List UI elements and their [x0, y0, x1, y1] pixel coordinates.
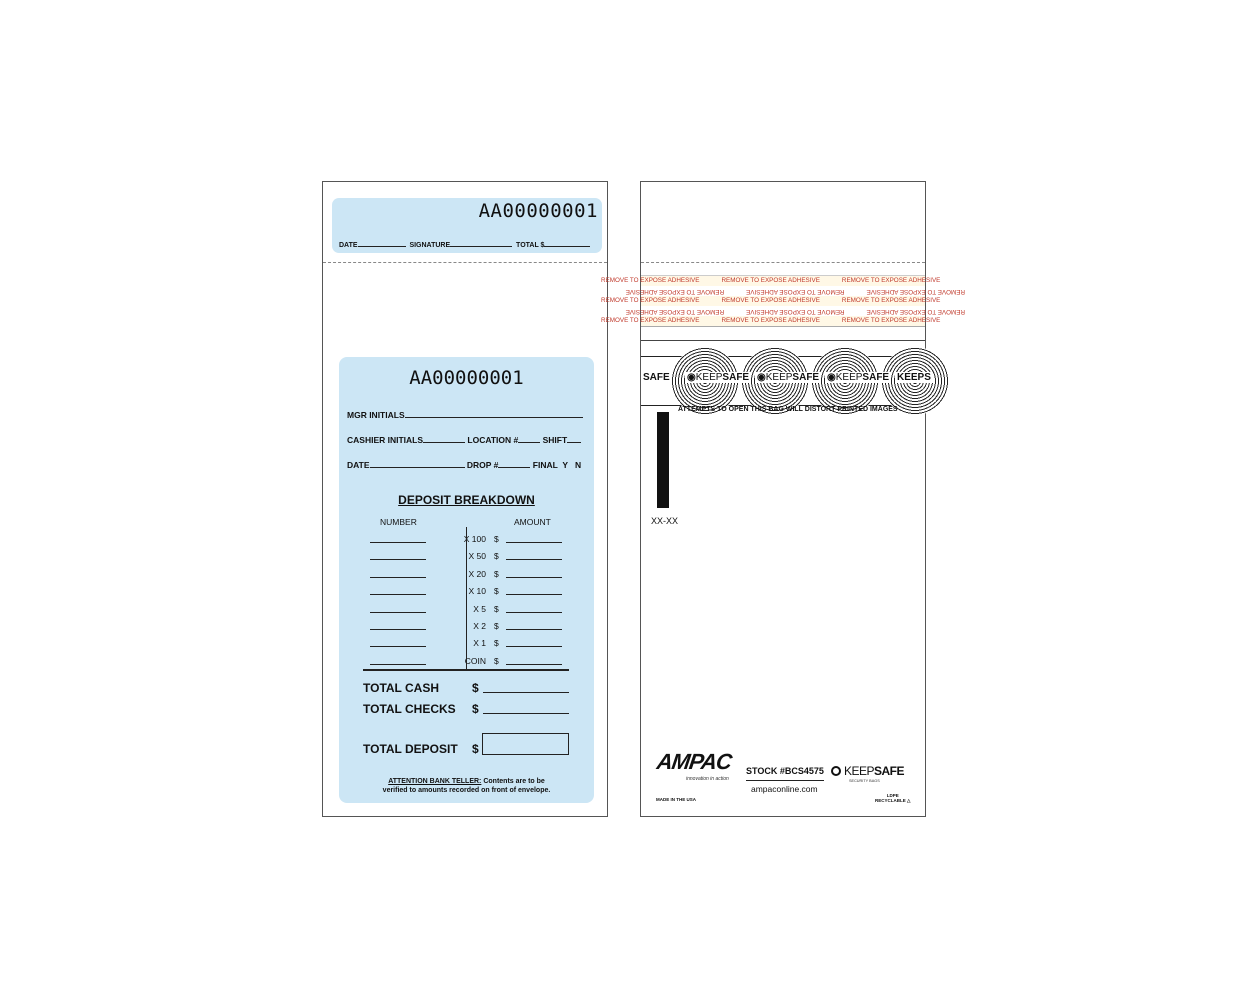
date-row — [347, 460, 581, 470]
bag-front — [322, 181, 608, 817]
amount-dollar: $ — [494, 534, 499, 544]
attention-note — [339, 777, 594, 795]
security-brand-suffix: SAFE — [862, 372, 890, 383]
attention-text-1: Contents are to be — [483, 778, 545, 785]
stub-signature-label: SIGNATURE — [409, 242, 451, 249]
number-line[interactable] — [370, 542, 426, 543]
denomination-label: X 10 — [468, 586, 486, 597]
adhesive-text: REMOVE TO EXPOSE ADHESIVE — [746, 308, 845, 315]
adhesive-text-line — [601, 276, 941, 286]
number-line[interactable] — [370, 664, 426, 665]
security-brand-suffix: SAFE — [722, 372, 750, 383]
final-label: FINAL — [532, 460, 558, 470]
amount-dollar: $ — [494, 586, 499, 597]
denomination-label: COIN — [464, 655, 486, 666]
stub-date-line[interactable] — [358, 240, 406, 247]
amount-line[interactable] — [506, 646, 562, 647]
location-line[interactable] — [518, 436, 540, 443]
total-checks-row — [363, 702, 479, 716]
tape-edge-line — [641, 340, 925, 341]
drop-label: DROP # — [466, 460, 499, 470]
adhesive-text: REMOVE TO EXPOSE ADHESIVE — [746, 288, 845, 295]
stub-total-label: TOTAL $ — [516, 242, 545, 249]
keepsafe-logo — [831, 764, 904, 778]
mgr-initials-label: MGR INITIALS — [347, 410, 405, 420]
ampac-tagline: innovation in action — [686, 776, 729, 782]
shift-label: SHIFT — [542, 435, 568, 445]
adhesive-text: REMOVE TO EXPOSE ADHESIVE — [721, 277, 820, 284]
attention-heading: ATTENTION BANK TELLER: — [388, 778, 482, 785]
total-deposit-label: TOTAL DEPOSIT — [363, 742, 458, 756]
security-band — [641, 356, 931, 406]
cashier-initials-line[interactable] — [423, 436, 465, 443]
final-no[interactable]: N — [575, 460, 582, 470]
adhesive-text: REMOVE TO EXPOSE ADHESIVE — [625, 288, 725, 295]
amount-line[interactable] — [506, 559, 562, 560]
security-brand-label: ◉KEEPSAFE — [757, 372, 820, 383]
adhesive-text: REMOVE TO EXPOSE ADHESIVE — [841, 297, 941, 304]
stock-number: STOCK #BCS4575 — [746, 766, 824, 776]
drop-line[interactable] — [498, 461, 530, 468]
amount-line[interactable] — [506, 577, 562, 578]
amount-dollar: $ — [494, 638, 499, 649]
number-column-header: NUMBER — [380, 517, 417, 527]
total-checks-line[interactable] — [483, 713, 569, 714]
bag-back — [601, 181, 965, 817]
recycle-line-2: RECYCLABLE — [875, 798, 906, 803]
deposit-breakdown-title: DEPOSIT BREAKDOWN — [398, 493, 535, 507]
total-deposit-box[interactable] — [482, 733, 569, 755]
amount-line[interactable] — [506, 594, 562, 595]
amount-dollar: $ — [494, 551, 499, 562]
ampac-logo: AMPAC — [655, 749, 733, 774]
adhesive-text: REMOVE TO EXPOSE ADHESIVE — [721, 297, 820, 304]
amount-line[interactable] — [506, 664, 562, 665]
table-divider-horizontal — [363, 669, 569, 671]
total-cash-line[interactable] — [483, 692, 569, 693]
adhesive-text: REMOVE TO EXPOSE ADHESIVE — [841, 317, 941, 324]
denomination-row — [370, 534, 570, 551]
shift-line[interactable] — [567, 436, 581, 443]
panel-serial-number: AA00000001 — [409, 367, 524, 389]
amount-dollar: $ — [494, 655, 499, 666]
total-checks-label: TOTAL CHECKS — [363, 702, 456, 716]
adhesive-text-line — [601, 316, 941, 326]
stub-fields — [339, 240, 590, 249]
cashier-row — [347, 435, 581, 445]
adhesive-text: REMOVE TO EXPOSE ADHESIVE — [601, 317, 700, 324]
number-line[interactable] — [370, 629, 426, 630]
stub-date-label: DATE — [339, 242, 358, 249]
total-deposit-dollar: $ — [472, 742, 479, 756]
denomination-label: X 2 — [473, 620, 486, 631]
tamper-warning: ATTEMPTS TO OPEN THIS BAG WILL DISTORT PRINTED IMAGES — [678, 406, 898, 413]
denomination-row — [370, 621, 570, 638]
denomination-table — [370, 534, 570, 673]
number-line[interactable] — [370, 559, 426, 560]
number-line[interactable] — [370, 612, 426, 613]
adhesive-text: REMOVE TO EXPOSE ADHESIVE — [721, 317, 820, 324]
number-line[interactable] — [370, 646, 426, 647]
keepsafe-lock-icon — [831, 766, 841, 776]
denomination-row — [370, 551, 570, 568]
keepsafe-suffix: SAFE — [874, 764, 905, 778]
amount-line[interactable] — [506, 542, 562, 543]
recycle-mark — [875, 793, 911, 803]
amount-column-header: AMOUNT — [514, 517, 551, 527]
code-label: XX-XX — [651, 516, 679, 526]
recycle-triangle-icon: △ — [907, 798, 911, 803]
adhesive-text: REMOVE TO EXPOSE ADHESIVE — [601, 277, 700, 284]
made-in-label: MADE IN THE USA — [656, 797, 697, 802]
keepsafe-prefix: KEEP — [844, 764, 875, 778]
denomination-row — [370, 604, 570, 621]
security-brand-suffix: SAFE — [792, 372, 820, 383]
mgr-initials-row — [347, 410, 583, 420]
adhesive-text-line — [625, 286, 965, 296]
adhesive-text: REMOVE TO EXPOSE ADHESIVE — [841, 277, 941, 284]
amount-line[interactable] — [506, 612, 562, 613]
amount-dollar: $ — [494, 620, 499, 631]
stub-signature-line[interactable] — [450, 240, 512, 247]
total-deposit-row — [363, 742, 479, 756]
receipt-stub — [332, 198, 602, 253]
adhesive-text-line — [601, 296, 941, 306]
adhesive-text: REMOVE TO EXPOSE ADHESIVE — [601, 297, 700, 304]
adhesive-release-strip[interactable] — [601, 275, 965, 327]
denomination-row — [370, 586, 570, 603]
denomination-label: X 5 — [473, 603, 486, 614]
amount-dollar: $ — [494, 603, 499, 614]
perforation-line — [323, 262, 607, 263]
denomination-label: X 50 — [468, 551, 486, 562]
total-cash-label: TOTAL CASH — [363, 681, 440, 695]
stub-total-line[interactable] — [544, 240, 590, 247]
mgr-initials-line[interactable] — [405, 411, 583, 418]
security-brand-prefix: KEEP — [765, 372, 793, 383]
stub-serial-number: AA00000001 — [478, 200, 598, 222]
total-cash-dollar: $ — [472, 681, 479, 695]
recycle-line-1: LDPE — [886, 793, 899, 798]
security-brand-prefix: KEEP — [835, 372, 863, 383]
adhesive-text: REMOVE TO EXPOSE ADHESIVE — [866, 308, 965, 315]
amount-dollar: $ — [494, 568, 499, 579]
number-line[interactable] — [370, 577, 426, 578]
cashier-initials-label: CASHIER INITIALS — [347, 435, 424, 445]
number-line[interactable] — [370, 594, 426, 595]
stock-underline — [746, 780, 824, 781]
denomination-label: X 20 — [468, 568, 486, 579]
denomination-row — [370, 569, 570, 586]
security-brand-label: ◉KEEPSAFE — [687, 372, 750, 383]
table-divider-vertical — [466, 527, 467, 669]
date-label: DATE — [347, 460, 370, 470]
amount-line[interactable] — [506, 629, 562, 630]
back-perforation-line — [641, 262, 925, 263]
adhesive-text: REMOVE TO EXPOSE ADHESIVE — [625, 308, 725, 315]
total-cash-row — [363, 681, 479, 695]
security-edge-right: KEEPS — [897, 372, 931, 383]
barcode-bar — [657, 412, 669, 508]
keepsafe-subtitle: SECURITY BAGS — [849, 779, 880, 783]
deposit-panel — [339, 357, 594, 803]
date-line[interactable] — [370, 461, 465, 468]
security-brand-label: ◉KEEPSAFE — [827, 372, 890, 383]
denomination-label: X 1 — [473, 638, 486, 649]
location-label: LOCATION # — [467, 435, 519, 445]
denomination-row — [370, 638, 570, 655]
website-url: ampaconline.com — [751, 784, 818, 794]
security-brand-prefix: KEEP — [695, 372, 723, 383]
attention-text-2: verified to amounts recorded on front of envelope. — [382, 787, 551, 794]
adhesive-text: REMOVE TO EXPOSE ADHESIVE — [866, 288, 965, 295]
security-edge-left: SAFE — [643, 372, 670, 383]
final-yes[interactable]: Y — [562, 460, 568, 470]
total-checks-dollar: $ — [472, 702, 479, 716]
denomination-label: X 100 — [463, 534, 486, 544]
adhesive-text-line — [625, 306, 965, 316]
